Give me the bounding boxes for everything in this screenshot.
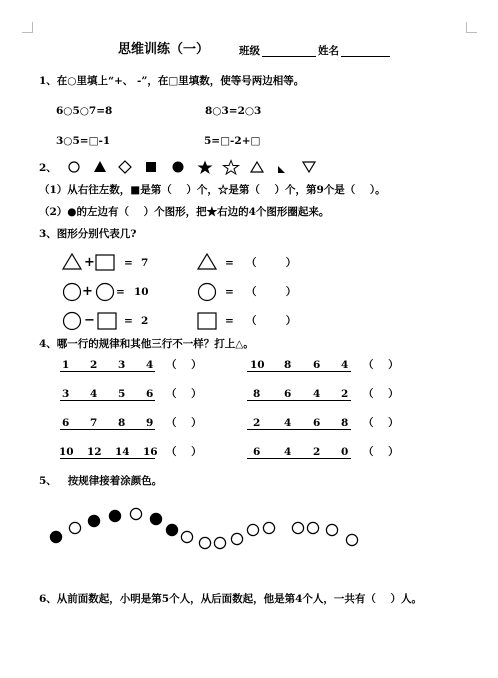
number-cell: 14 bbox=[115, 446, 130, 458]
number-cell: 12 bbox=[87, 446, 102, 458]
number-cell: 16 bbox=[143, 446, 158, 458]
number-cell: 4 bbox=[284, 417, 292, 429]
number-cell: 10 bbox=[59, 446, 74, 458]
q3-plus-1: + bbox=[84, 255, 95, 270]
answer-paren[interactable]: （ ） bbox=[166, 417, 202, 429]
number-cell: 4 bbox=[90, 388, 98, 400]
q3-ans-eq-1: = bbox=[225, 257, 234, 269]
q3-stem: 3、图形分别代表几? bbox=[39, 228, 137, 240]
empty-bead[interactable] bbox=[199, 537, 210, 548]
row-underline bbox=[247, 400, 351, 401]
name-blank[interactable] bbox=[341, 56, 390, 57]
empty-bead[interactable] bbox=[307, 522, 318, 533]
square-icon bbox=[198, 313, 216, 329]
number-cell: 7 bbox=[90, 417, 98, 429]
square-icon bbox=[96, 255, 114, 270]
filled-bead[interactable] bbox=[50, 531, 61, 542]
corner-mark-top-right bbox=[466, 22, 477, 33]
empty-bead[interactable] bbox=[326, 524, 337, 535]
empty-bead[interactable] bbox=[247, 524, 258, 535]
circle-icon bbox=[97, 284, 114, 301]
row-underline bbox=[60, 371, 155, 372]
number-cell: 2 bbox=[341, 388, 349, 400]
q2-line-1: （1）从右往左数，■是第（ ）个，☆是第（ ）个，第9个是（ ）。 bbox=[39, 184, 386, 196]
filled-triangle-icon bbox=[94, 161, 106, 172]
q3-minus-3: − bbox=[84, 313, 95, 328]
number-cell: 4 bbox=[341, 359, 349, 371]
triangle-icon bbox=[63, 254, 81, 269]
circle-icon bbox=[69, 162, 79, 172]
row-underline bbox=[247, 371, 351, 372]
number-cell: 0 bbox=[341, 446, 349, 458]
down-triangle-icon bbox=[303, 162, 315, 172]
answer-paren[interactable]: （ ） bbox=[363, 388, 399, 400]
q3-eq-2: = bbox=[116, 286, 125, 298]
q3-ans-eq-2: = bbox=[225, 286, 234, 298]
q1-item-2: 8○3=2○3 bbox=[205, 105, 262, 117]
answer-paren[interactable]: （ ） bbox=[166, 359, 202, 371]
class-blank[interactable] bbox=[262, 56, 316, 57]
circle-icon bbox=[199, 284, 216, 301]
number-cell: 4 bbox=[146, 359, 154, 371]
number-cell: 6 bbox=[253, 446, 261, 458]
triangle-icon bbox=[198, 254, 216, 269]
row-underline bbox=[60, 400, 155, 401]
corner-mark-top-left bbox=[22, 22, 33, 33]
empty-bead[interactable] bbox=[231, 533, 242, 544]
q2-line-2: （2）●的左边有（ ）个图形，把★右边的4个图形圈起来。 bbox=[39, 206, 330, 218]
filled-square-icon bbox=[146, 162, 156, 172]
circle-icon bbox=[64, 313, 81, 330]
answer-paren[interactable]: （ ） bbox=[363, 359, 399, 371]
q3-ans-paren-1[interactable]: （ ） bbox=[246, 257, 297, 269]
answer-paren[interactable]: （ ） bbox=[166, 446, 202, 458]
q2-shape-row bbox=[66, 159, 326, 175]
empty-bead[interactable] bbox=[346, 534, 357, 545]
filled-bead[interactable] bbox=[150, 513, 161, 524]
number-cell: 4 bbox=[313, 388, 321, 400]
filled-bead[interactable] bbox=[109, 510, 120, 521]
q3-val-2: 10 bbox=[134, 286, 149, 298]
answer-paren[interactable]: （ ） bbox=[363, 446, 399, 458]
q1-item-3: 3○5=□-1 bbox=[56, 135, 111, 147]
number-cell: 6 bbox=[313, 417, 321, 429]
empty-bead[interactable] bbox=[263, 522, 274, 533]
row-underline bbox=[60, 429, 155, 430]
answer-paren[interactable]: （ ） bbox=[166, 388, 202, 400]
triangle-icon bbox=[251, 162, 263, 172]
number-cell: 2 bbox=[313, 446, 321, 458]
page-title: 思维训练（一） bbox=[118, 42, 210, 57]
q3-eq-3: = bbox=[124, 315, 133, 327]
empty-bead[interactable] bbox=[292, 522, 303, 533]
filled-star-icon bbox=[198, 161, 213, 175]
row-underline bbox=[60, 458, 155, 459]
circle-icon bbox=[64, 284, 81, 301]
bead-row bbox=[50, 508, 357, 548]
q1-item-1: 6○5○7=8 bbox=[56, 105, 113, 117]
filled-circle-icon bbox=[173, 162, 184, 173]
number-cell: 2 bbox=[90, 359, 98, 371]
q3-val-3: 2 bbox=[141, 315, 149, 327]
answer-paren[interactable]: （ ） bbox=[363, 417, 399, 429]
diamond-icon bbox=[119, 161, 131, 173]
number-cell: 6 bbox=[146, 388, 154, 400]
q3-ans-paren-3[interactable]: （ ） bbox=[246, 315, 297, 327]
number-cell: 5 bbox=[118, 388, 126, 400]
q3-val-1: 7 bbox=[141, 257, 149, 269]
q1-item-4: 5=□-2+□ bbox=[204, 135, 261, 147]
q3-ans-paren-2[interactable]: （ ） bbox=[246, 286, 297, 298]
number-cell: 8 bbox=[118, 417, 126, 429]
number-cell: 9 bbox=[146, 417, 154, 429]
filled-bead[interactable] bbox=[166, 524, 177, 535]
small-filled-triangle-icon bbox=[278, 166, 285, 173]
q5-stem: 5、 按规律接着涂颜色。 bbox=[39, 475, 163, 487]
class-label: 班级 bbox=[239, 45, 260, 57]
row-underline bbox=[247, 429, 351, 430]
number-cell: 8 bbox=[341, 417, 349, 429]
number-cell: 10 bbox=[250, 359, 265, 371]
q1-stem: 1、在○里填上“+、 -”，在□里填数，使等号两边相等。 bbox=[39, 75, 305, 87]
number-cell: 2 bbox=[253, 417, 261, 429]
name-label: 姓名 bbox=[318, 45, 339, 57]
number-cell: 1 bbox=[62, 359, 70, 371]
number-cell: 6 bbox=[284, 388, 292, 400]
bead-pattern[interactable] bbox=[48, 506, 448, 556]
number-cell: 8 bbox=[253, 388, 261, 400]
number-cell: 8 bbox=[284, 359, 292, 371]
number-cell: 6 bbox=[62, 417, 70, 429]
empty-bead[interactable] bbox=[69, 522, 80, 533]
row-underline bbox=[247, 458, 351, 459]
empty-bead[interactable] bbox=[214, 537, 225, 548]
number-cell: 4 bbox=[284, 446, 292, 458]
star-icon bbox=[224, 161, 239, 175]
number-cell: 3 bbox=[62, 388, 70, 400]
q6-stem: 6、从前面数起，小明是第5个人，从后面数起，他是第4个人，一共有（ ）人。 bbox=[39, 593, 423, 605]
empty-bead[interactable] bbox=[130, 508, 141, 519]
q4-stem: 4、哪一行的规律和其他三行不一样？打上△。 bbox=[39, 338, 254, 350]
filled-bead[interactable] bbox=[88, 515, 99, 526]
number-cell: 3 bbox=[118, 359, 126, 371]
q3-ans-eq-3: = bbox=[225, 315, 234, 327]
empty-bead[interactable] bbox=[181, 531, 192, 542]
q3-eq-1: = bbox=[124, 257, 133, 269]
q3-plus-2: + bbox=[82, 284, 93, 299]
number-cell: 6 bbox=[313, 359, 321, 371]
square-icon bbox=[98, 313, 116, 329]
q2-number: 2、 bbox=[39, 162, 57, 174]
